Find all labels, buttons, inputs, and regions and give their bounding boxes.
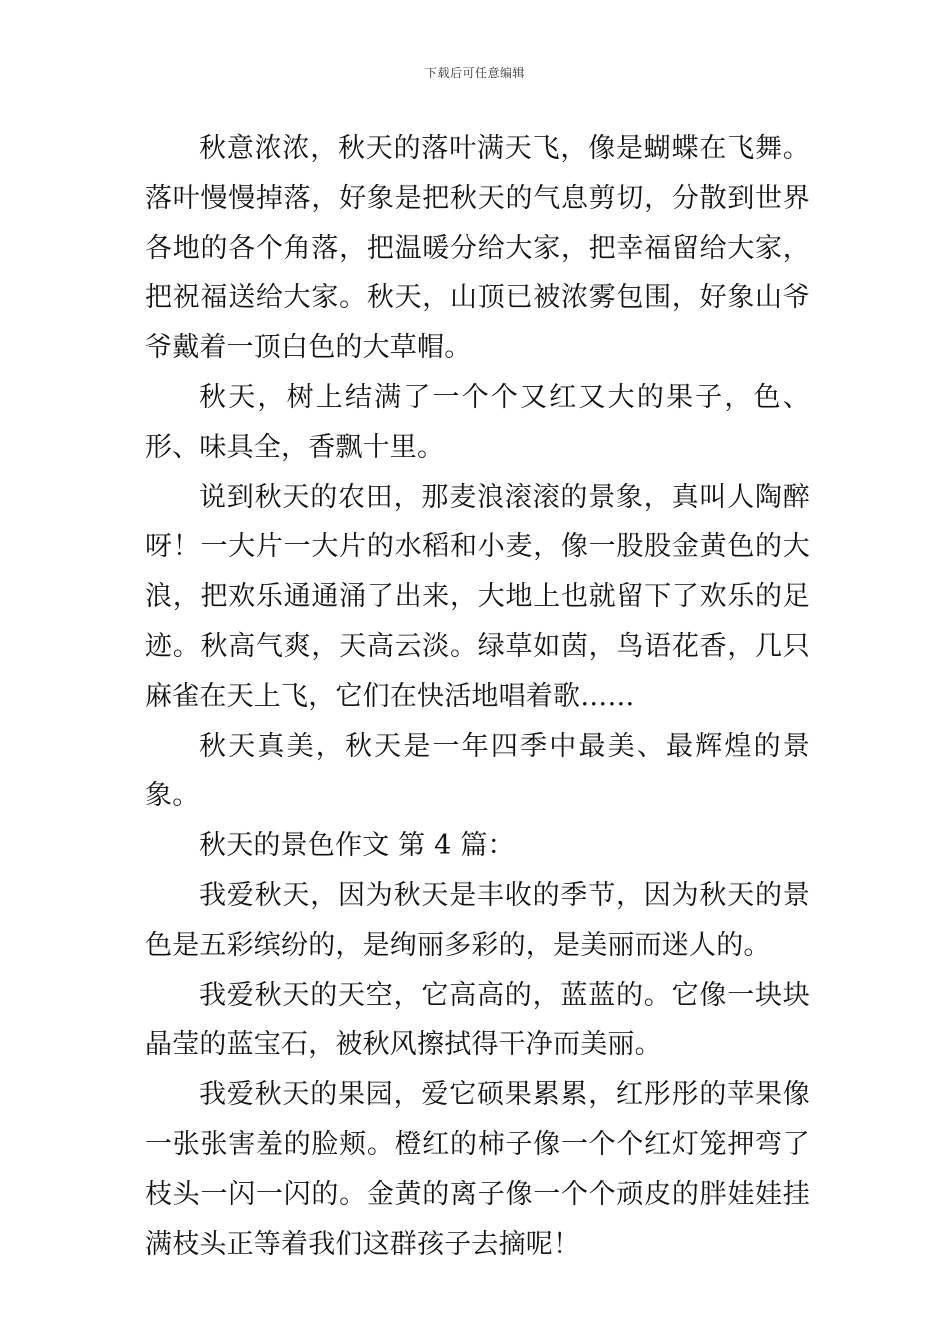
paragraph-autumn-leaves: 秋意浓浓，秋天的落叶满天飞，像是蝴蝶在飞舞。落叶慢慢掉落，好象是把秋天的气息剪切，分散到世界各地的各个角落，把温暖分给大家，把幸福留给大家，把祝福送给大家。秋天，山顶已被浓雾包围，好象山爷爷戴着一顶白色的大草帽。 bbox=[145, 133, 810, 364]
document-body bbox=[145, 124, 810, 1269]
paragraph-autumn-beauty: 秋天真美，秋天是一年四季中最美、最辉煌的景象。 bbox=[145, 730, 810, 812]
essay-section-title: 秋天的景色作文 第 4 篇： bbox=[199, 830, 515, 862]
paragraph-autumn-orchard: 我爱秋天的果园，爱它硕果累累，红彤彤的苹果像一张张害羞的脸颊。橙红的柿子像一个个红灯笼押弯了枝头一闪一闪的。金黄的离子像一个个顽皮的胖娃娃挂满枝头正等着我们这群孩子去摘呢！ bbox=[145, 1079, 810, 1260]
paragraph-autumn-fields: 说到秋天的农田，那麦浪滚滚的景象，真叫人陶醉呀！一大片一大片的水稻和小麦，像一股股金黄色的大浪，把欢乐通通涌了出来，大地上也就留下了欢乐的足迹。秋高气爽，天高云淡。绿草如茵，鸟语花香，几只麻雀在天上飞，它们在快活地唱着歌…… bbox=[145, 481, 810, 712]
page-header-note: 下载后可任意编辑 bbox=[424, 66, 525, 80]
paragraph-autumn-sky: 我爱秋天的天空，它高高的，蓝蓝的。它像一块块晶莹的蓝宝石，被秋风擦拭得干净而美丽。 bbox=[145, 979, 810, 1061]
paragraph-autumn-fruits: 秋天，树上结满了一个个又红又大的果子，色、形、味具全，香飘十里。 bbox=[145, 381, 810, 463]
paragraph-love-autumn: 我爱秋天，因为秋天是丰收的季节，因为秋天的景色是五彩缤纷的，是绚丽多彩的，是美丽而迷人的。 bbox=[145, 879, 810, 961]
